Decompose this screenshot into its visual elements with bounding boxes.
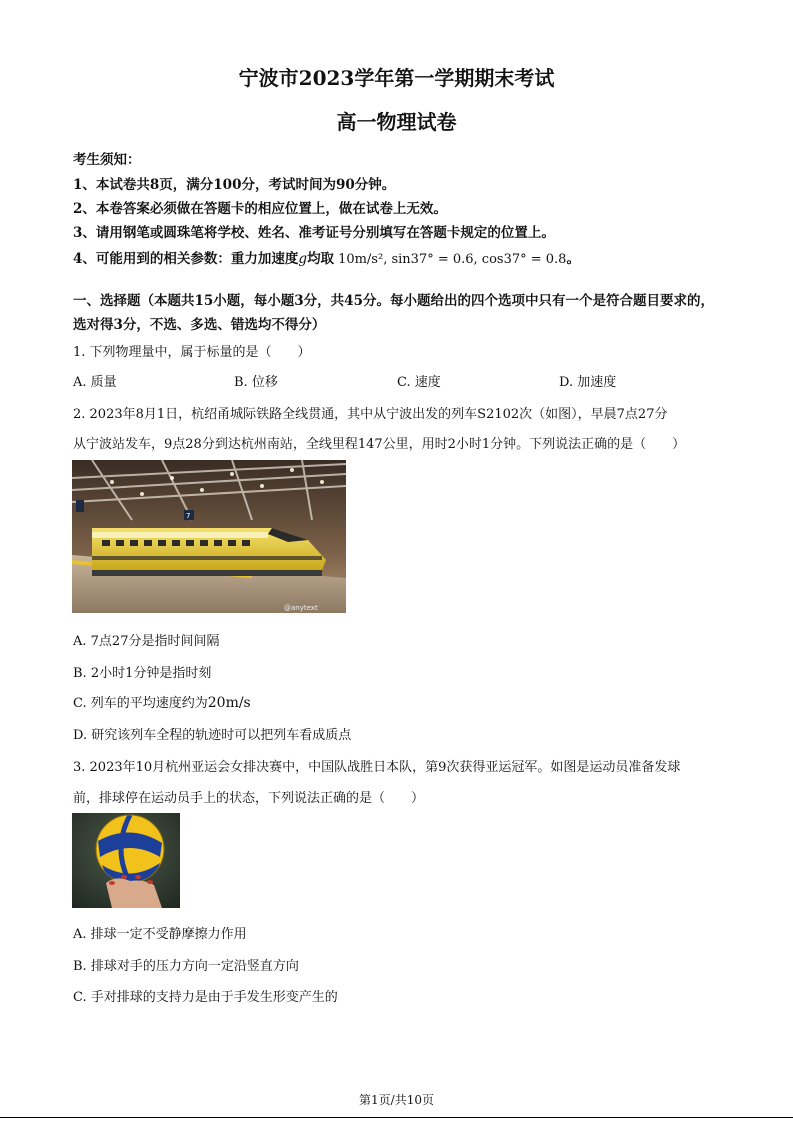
q3-stem-line-1: 3. 2023年10月杭州亚运会女排决赛中，中国队战胜日本队，第9次获得亚运冠军。如图是运动员准备发球 bbox=[73, 760, 681, 775]
notice-item-4-prefix: 4、可能用到的相关参数：重力加速度 bbox=[73, 251, 299, 267]
notice-item-2: 2、本卷答案必须做在答题卡的相应位置上，做在试卷上无效。 bbox=[73, 201, 447, 217]
q1-stem: 1. 下列物理量中，属于标量的是（ ） bbox=[73, 345, 311, 360]
q3-option-b: B. 排球对手的压力方向一定沿竖直方向 bbox=[73, 959, 299, 974]
train-photo bbox=[72, 460, 346, 613]
q2-option-d: D. 研究该列车全程的轨迹时可以把列车看成质点 bbox=[73, 728, 352, 743]
section-1-line-2: 选对得3分，不选、多选、错选均不得分） bbox=[73, 317, 326, 333]
page-number: 第1页/共10页 bbox=[359, 1093, 434, 1107]
notice-item-4-values: 10m/s², sin37° = 0.6, cos37° = 0.8 bbox=[338, 252, 567, 267]
q2-option-a: A. 7点27分是指时间间隔 bbox=[73, 634, 220, 649]
q3-stem-line-2: 前，排球停在运动员手上的状态，下列说法正确的是（ ） bbox=[73, 791, 425, 806]
exam-subtitle: 高一物理试卷 bbox=[336, 110, 457, 134]
q1-option-c: C. 速度 bbox=[397, 375, 441, 390]
notice-item-4-g: g bbox=[298, 251, 308, 267]
q2-stem-line-2: 从宁波站发车，9点28分到达杭州南站，全线里程147公里，用时2小时1分钟。下列说法正确的是（ ） bbox=[73, 437, 686, 452]
q3-option-c: C. 手对排球的支持力是由于手发生形变产生的 bbox=[73, 990, 338, 1005]
q3-option-a: A. 排球一定不受静摩擦力作用 bbox=[73, 927, 247, 942]
q2-option-b: B. 2小时1分钟是指时刻 bbox=[73, 666, 212, 681]
q2-option-c bbox=[73, 692, 251, 711]
q1-option-a: A. 质量 bbox=[73, 375, 117, 390]
photo-watermark: @anytext bbox=[284, 604, 318, 612]
q1-option-b: B. 位移 bbox=[234, 375, 278, 390]
notice-heading: 考生须知： bbox=[73, 152, 141, 168]
exam-title: 宁波市2023学年第一学期期末考试 bbox=[238, 66, 555, 90]
volleyball-illustration bbox=[72, 813, 180, 908]
q2-option-c-text: C. 列车的平均速度约为 bbox=[73, 696, 208, 711]
q1-option-d: D. 加速度 bbox=[559, 375, 617, 390]
train-illustration bbox=[72, 460, 346, 613]
notice-item-3: 3、请用钢笔或圆珠笔将学校、姓名、准考证号分别填写在答题卡规定的位置上。 bbox=[73, 225, 555, 241]
notice-item-1: 1、本试卷共8页，满分100分，考试时间为90分钟。 bbox=[73, 177, 396, 193]
notice-item-4 bbox=[73, 247, 580, 267]
q2-stem-line-1: 2. 2023年8月1日，杭绍甬城际铁路全线贯通，其中从宁波出发的列车S2102次（如图），早晨7点27分 bbox=[73, 407, 668, 422]
volleyball-photo bbox=[72, 813, 180, 908]
page-bottom-rule bbox=[0, 1117, 793, 1118]
notice-item-4-mid: 均取 bbox=[307, 251, 335, 267]
notice-item-4-end: 。 bbox=[566, 251, 580, 267]
q2-option-c-value: 20m/s bbox=[207, 695, 251, 711]
svg-text:7: 7 bbox=[186, 512, 191, 520]
section-1-line-1: 一、选择题（本题共15小题，每小题3分，共45分。每小题给出的四个选项中只有一个是符合题目要求的， bbox=[73, 293, 714, 309]
